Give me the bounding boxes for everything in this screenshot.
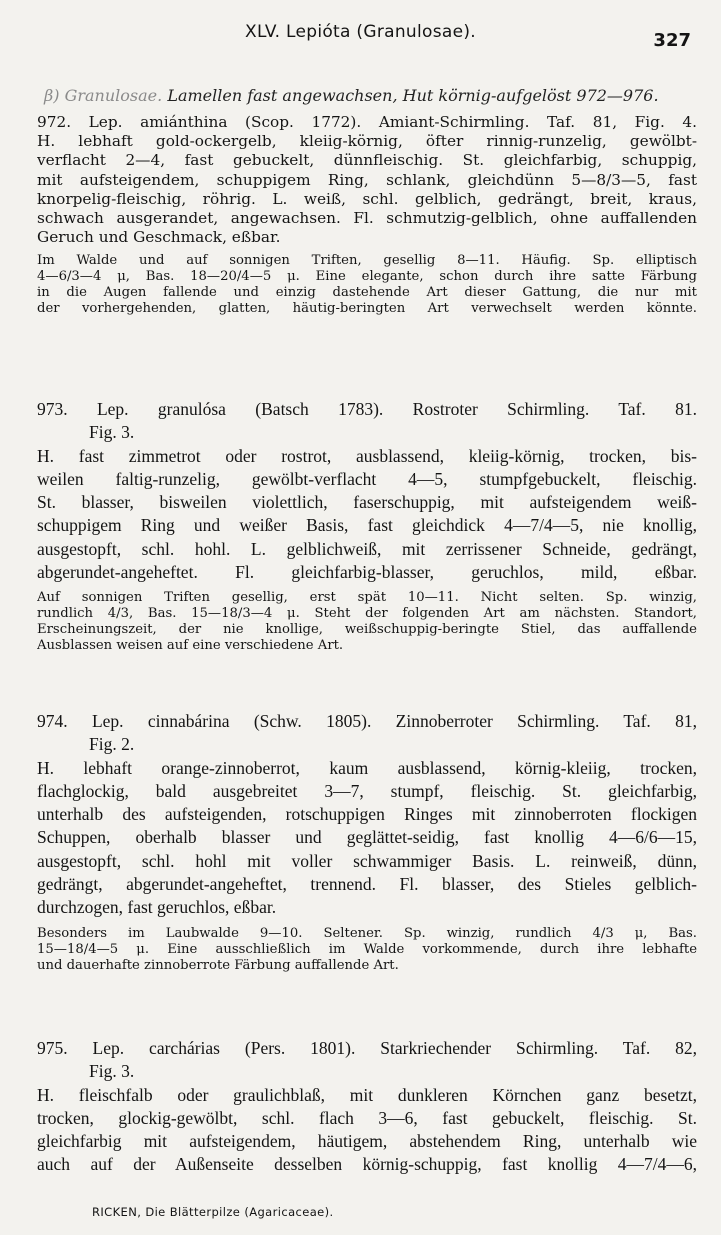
page-number: 327 bbox=[653, 30, 691, 51]
entry-text-line: H. fast zimmetrot oder rostrot, ausblassend, kleiig-körnig, trocken, bis- bbox=[37, 445, 697, 466]
entry-text-line: schuppigem Ring und weißer Basis, fast gleichdick 4—7/4—5, nie knollig, bbox=[37, 515, 697, 536]
entry-972 bbox=[37, 113, 697, 317]
entry-heading-cont: Fig. 3. bbox=[89, 422, 135, 443]
entry-note-line: in die Augen fallende und einzig dastehende Art dieser Gattung, die nur mit bbox=[37, 285, 697, 301]
entry-text-line: auch auf der Außenseite desselben körnig-schuppig, fast knollig 4—7/4—6, bbox=[37, 1154, 697, 1175]
entry-note-line: Erscheinungszeit, der nie knollige, weißschuppig-beringte Stiel, das auffallende bbox=[37, 622, 697, 638]
entry-note-line: rundlich 4/3, Bas. 15—18/3—4 μ. Steht der folgenden Art am nächsten. Standort, bbox=[37, 606, 697, 622]
entry-heading: 972. Lep. amiánthina (Scop. 1772). Amiant-Schirmling. Taf. 81, Fig. 4. bbox=[37, 113, 697, 131]
entry-note-line: 4—6/3—4 μ, Bas. 18—20/4—5 μ. Eine elegante, schon durch ihre satte Färbung bbox=[37, 269, 697, 285]
entry-heading: 975. Lep. carchárias (Pers. 1801). Starkriechender Schirmling. Taf. 82, bbox=[37, 1038, 697, 1058]
entry-text-line: verflacht 2—4, fast gebuckelt, dünnfleischig. St. gleichfarbig, schuppig, bbox=[37, 151, 697, 170]
entry-text-line: schwach ausgerandet, angewachsen. Fl. schmutzig-gelblich, ohne auffallenden bbox=[37, 209, 697, 228]
section-label: β) Granulosae. bbox=[44, 86, 163, 105]
entry-heading: 973. Lep. granulósa (Batsch 1783). Rostroter Schirmling. Taf. 81. bbox=[37, 399, 697, 419]
entry-note-line: Besonders im Laubwalde 9—10. Seltener. Sp. winzig, rundlich 4/3 μ, Bas. bbox=[37, 925, 697, 941]
entry-974 bbox=[37, 710, 697, 974]
entry-text-line: knorpelig-fleischig, röhrig. L. weiß, schl. gelblich, gedrängt, breit, kraus, bbox=[37, 189, 697, 208]
entry-text-line: flachglockig, bald ausgebreitet 3—7, stumpf, fleischig. St. gleichfarbig, bbox=[37, 780, 697, 801]
entry-975 bbox=[37, 1037, 697, 1177]
entry-text-line: Geruch und Geschmack, eßbar. bbox=[37, 228, 281, 247]
entry-note-line: Im Walde und auf sonnigen Triften, gesellig 8—11. Häufig. Sp. elliptisch bbox=[37, 253, 697, 269]
entry-text-line: gleichfarbig mit aufsteigendem, häutigem, abstehendem Ring, unterhalb wie bbox=[37, 1131, 697, 1152]
entry-text-line: trocken, glockig-gewölbt, schl. flach 3—6, fast gebuckelt, fleischig. St. bbox=[37, 1107, 697, 1128]
entry-heading: 974. Lep. cinnabárina (Schw. 1805). Zinnoberroter Schirmling. Taf. 81, bbox=[37, 711, 697, 731]
running-header-title: XLV. Lepióta (Granulosae). bbox=[245, 22, 476, 42]
section-description: Lamellen fast angewachsen, Hut körnig-aufgelöst 972—976. bbox=[167, 86, 659, 105]
entry-text-line: St. blasser, bisweilen violettlich, faserschuppig, mit aufsteigendem weiß- bbox=[37, 492, 697, 513]
entry-heading-cont: Fig. 2. bbox=[89, 734, 135, 755]
entry-text-line: unterhalb des aufsteigenden, rotschuppigen Ringes mit zinnoberroten flockigen bbox=[37, 804, 697, 825]
entry-text-line: H. lebhaft orange-zinnoberrot, kaum ausblassend, körnig-kleiig, trocken, bbox=[37, 757, 697, 778]
entry-text-line: mit aufsteigendem, schuppigem Ring, schlank, gleichdünn 5—8/3—5, fast bbox=[37, 170, 697, 189]
entry-text-line: H. fleischfalb oder graulichblaß, mit dunkleren Körnchen ganz besetzt, bbox=[37, 1084, 697, 1105]
page-footer-signature: RICKEN, Die Blätterpilze (Agaricaceae). bbox=[92, 1205, 334, 1219]
entry-text-line: ausgestopft, schl. hohl. L. gelblichweiß, mit zerrissener Schneide, gedrängt, bbox=[37, 538, 697, 559]
entry-text-line: ausgestopft, schl. hohl mit voller schwammiger Basis. L. reinweiß, dünn, bbox=[37, 850, 697, 871]
entry-heading-cont: Fig. 3. bbox=[89, 1061, 135, 1082]
entry-text-line: Schuppen, oberhalb blasser und geglättet-seidig, fast knollig 4—6/6—15, bbox=[37, 827, 697, 848]
section-subheading bbox=[44, 86, 659, 105]
entry-note-line: der vorhergehenden, glatten, häutig-beringten Art verwechselt werden könnte. bbox=[37, 301, 697, 317]
entry-text-line: durchzogen, fast geruchlos, eßbar. bbox=[37, 897, 277, 918]
entry-note-line: Auf sonnigen Triften gesellig, erst spät 10—11. Nicht selten. Sp. winzig, bbox=[37, 590, 697, 606]
entry-973 bbox=[37, 398, 697, 654]
entry-text-line: gedrängt, abgerundet-angeheftet, trennend. Fl. blasser, des Stieles gelblich- bbox=[37, 874, 697, 895]
entry-note-line: 15—18/4—5 μ. Eine ausschließlich im Walde vorkommende, durch ihre lebhafte bbox=[37, 941, 697, 957]
entry-text-line: H. lebhaft gold-ockergelb, kleiig-körnig, öfter rinnig-runzelig, gewölbt- bbox=[37, 132, 697, 151]
entry-text-line: abgerundet-angeheftet. Fl. gleichfarbig-blasser, geruchlos, mild, eßbar. bbox=[37, 562, 697, 583]
entry-note-line: Ausblassen weisen auf eine verschiedene Art. bbox=[37, 638, 344, 654]
entry-note-line: und dauerhafte zinnoberrote Färbung auffallende Art. bbox=[37, 957, 399, 973]
entry-text-line: weilen faltig-runzelig, gewölbt-verflacht 4—5, stumpfgebuckelt, fleischig. bbox=[37, 468, 697, 489]
